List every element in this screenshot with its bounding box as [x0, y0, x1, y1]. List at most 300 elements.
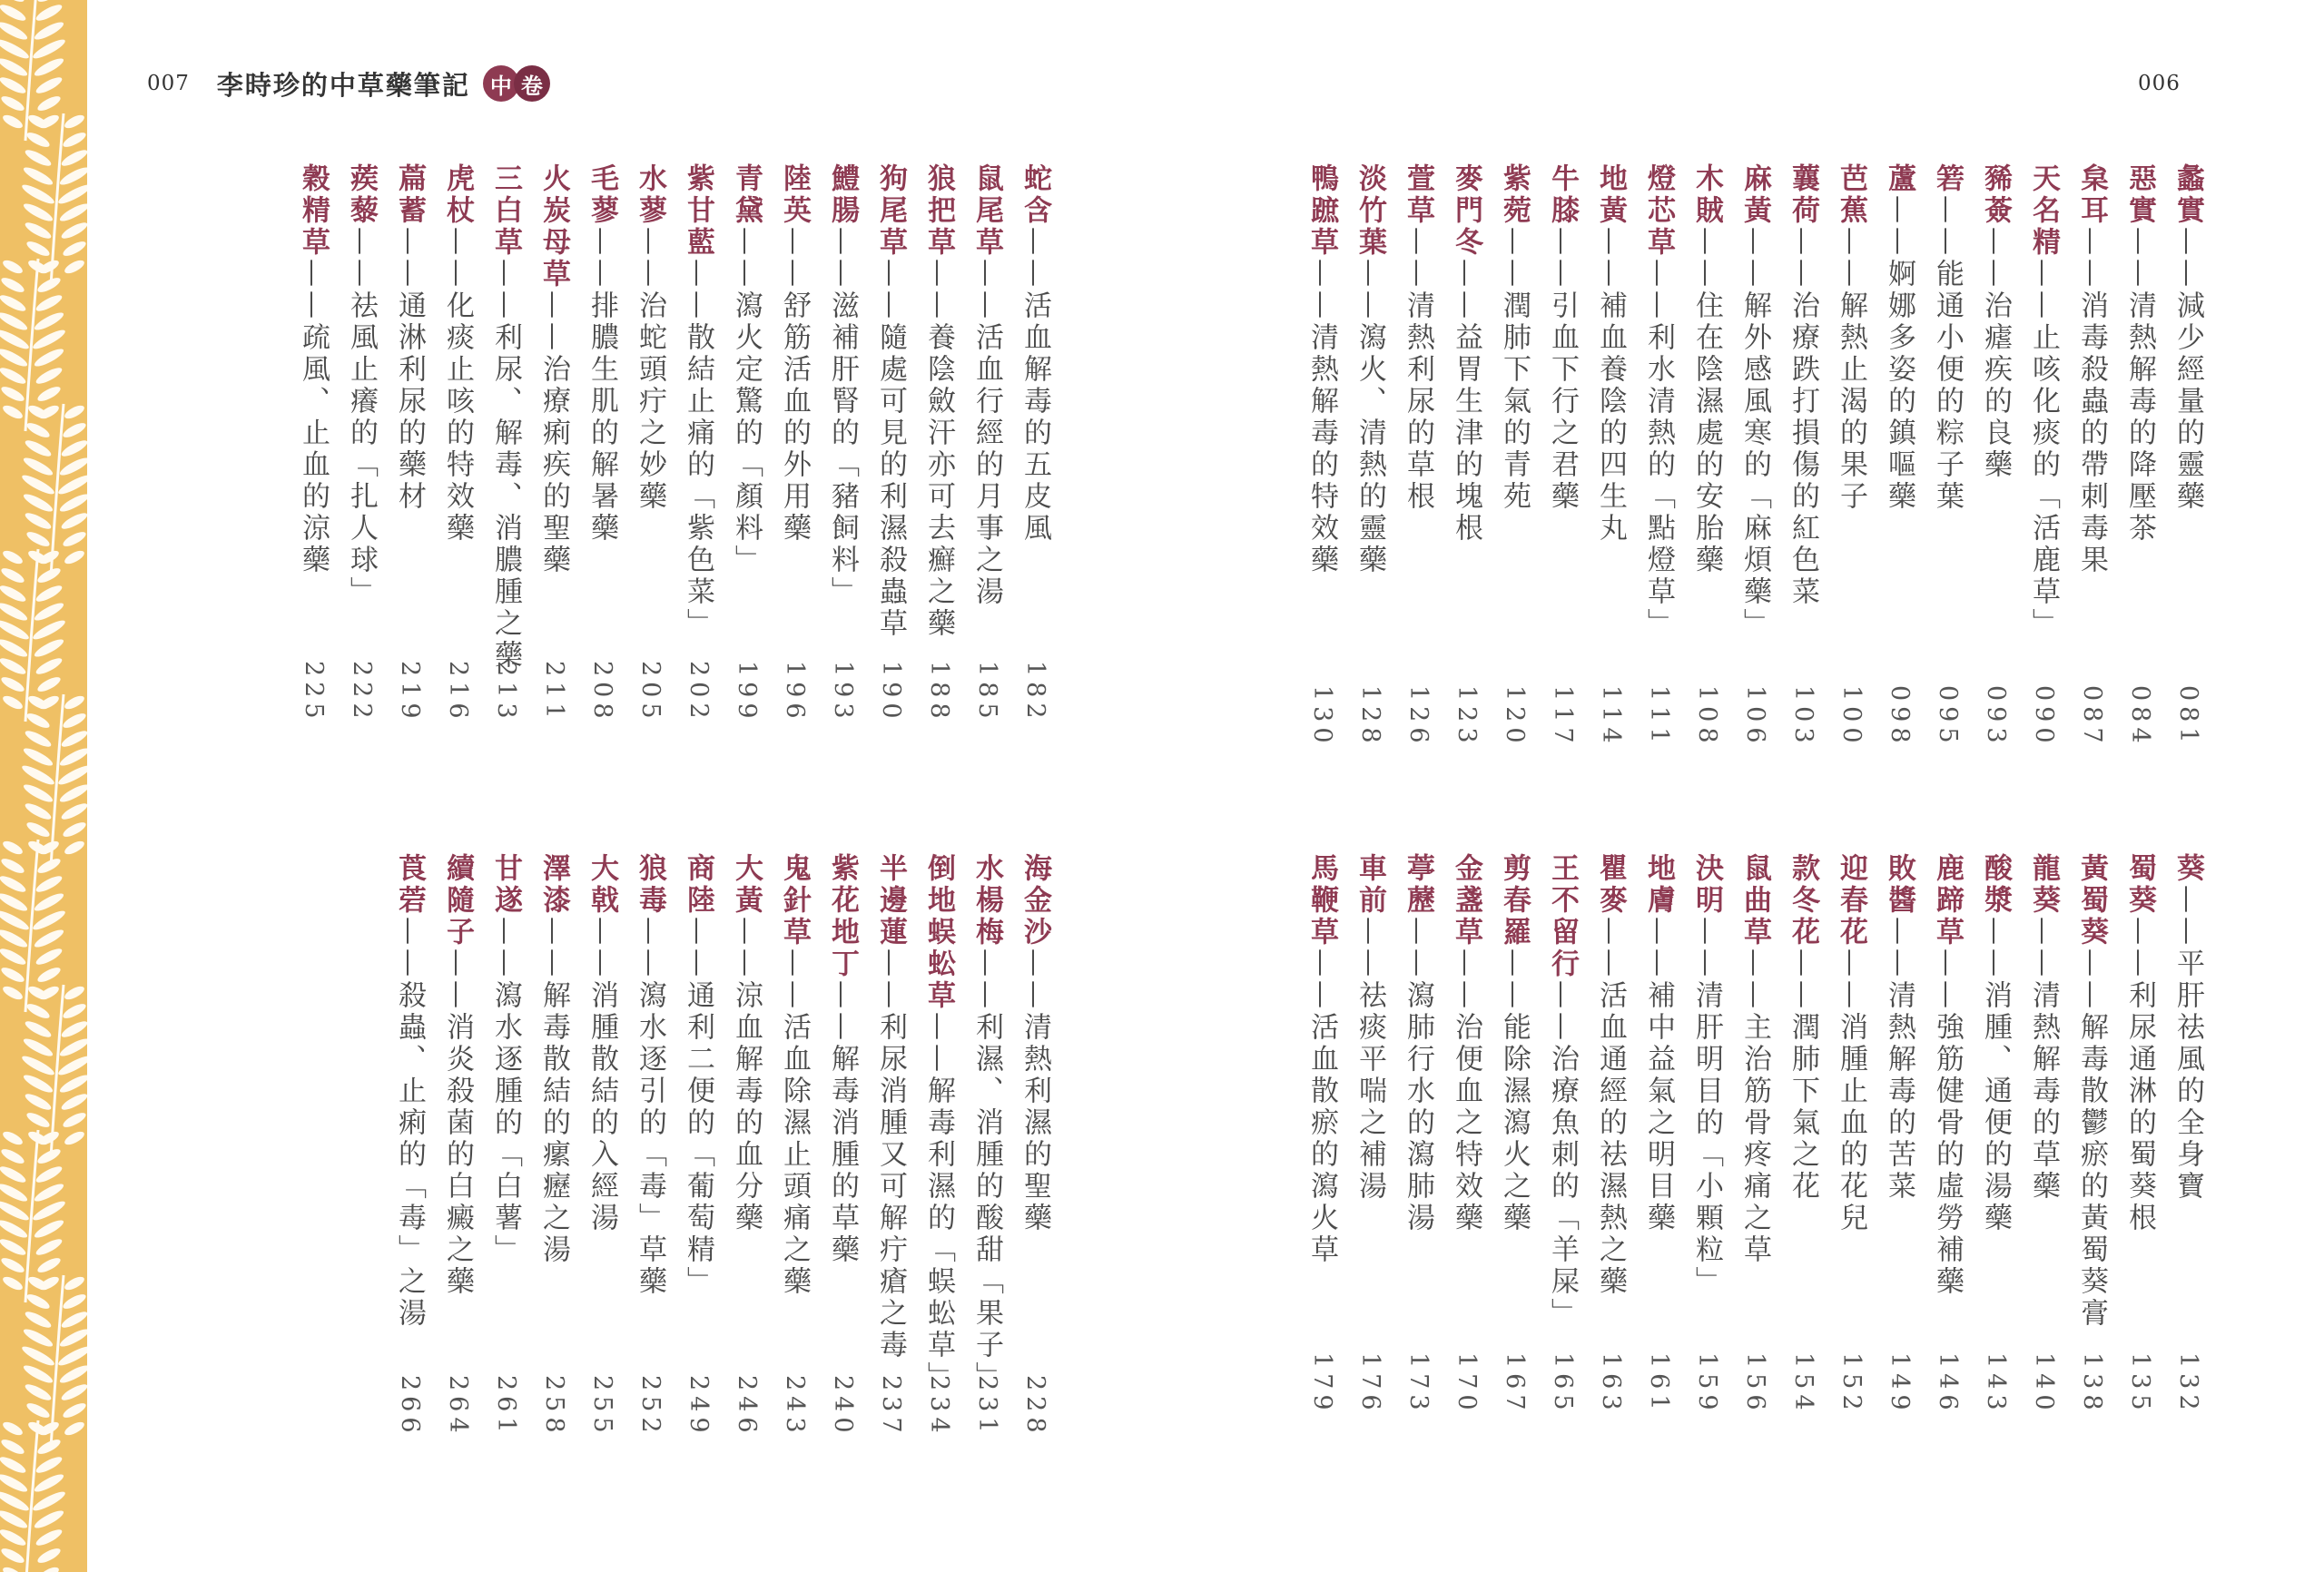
fern-leaflet [63, 258, 86, 276]
dash: —— [1305, 259, 1338, 322]
dash: —— [826, 227, 859, 290]
herb-description: 補中益氣之明目藥 [1642, 980, 1675, 1234]
toc-entry [1929, 853, 1965, 1416]
fern-leaflet [20, 1343, 56, 1369]
toc-entry [2170, 163, 2206, 749]
page-reference: 090 [2030, 685, 2058, 749]
fern-leaflet [0, 1198, 31, 1223]
herb-description: 涼血解毒的血分藥 [730, 980, 763, 1234]
toc-entry [2073, 163, 2110, 749]
fern-leaflet [34, 655, 64, 677]
toc-entry [1017, 163, 1053, 724]
dash: —— [1498, 948, 1531, 1012]
dash: —— [297, 259, 330, 322]
herb-description: 清熱解毒的降壓茶 [2123, 290, 2156, 545]
dash: —— [489, 259, 522, 322]
dash: —— [1402, 917, 1434, 980]
fern-leaflet [31, 1198, 67, 1223]
fern-leaflet [25, 1001, 51, 1021]
fern-leaflet [25, 1400, 51, 1420]
toc-entry [1737, 163, 1773, 749]
fern-leaflet [0, 565, 26, 585]
page-reference: 216 [444, 661, 472, 724]
page-reference: 095 [1934, 685, 1962, 749]
fern-leaflet [33, 636, 65, 660]
fern-leaflet [0, 946, 27, 968]
toc-entry [2073, 853, 2110, 1416]
dash: —— [826, 980, 859, 1044]
page-reference: 202 [684, 661, 713, 724]
toc-entry [921, 853, 957, 1439]
toc-entry [1592, 163, 1629, 749]
herb-description: 潤肺下氣之花 [1787, 1012, 1819, 1203]
dash: —— [586, 917, 618, 980]
herb-name: 大戟 [586, 853, 618, 917]
fern-leaflet [0, 292, 27, 314]
fern-leaflet [58, 491, 87, 515]
fern-leaflet [35, 1255, 62, 1275]
fern-leaflet [60, 1091, 87, 1113]
herb-name: 半邊蓮 [874, 853, 907, 948]
toc-entry [1785, 853, 1821, 1416]
fern-leaflet [20, 182, 56, 207]
herb-description: 利濕、消腫的酸甜「果子」 [970, 1012, 1003, 1393]
fern-leaflet [60, 220, 87, 241]
page-reference: 143 [1982, 1352, 2010, 1416]
fern-leaflet [0, 2, 27, 24]
page-reference: 176 [1356, 1352, 1384, 1416]
fern-leaflet [0, 873, 27, 895]
toc-entry [536, 853, 572, 1439]
herb-description: 瀉水逐腫的「白薯」 [489, 980, 522, 1266]
herb-description: 利尿消腫又可解疔瘡之毒 [874, 1012, 907, 1361]
fern-leaflet [34, 365, 64, 387]
toc-entry [969, 853, 1005, 1439]
fern-leaflet [25, 529, 51, 549]
dash: —— [1787, 227, 1819, 290]
fern-leaflet [25, 1110, 51, 1130]
dash: —— [2123, 917, 2156, 980]
fern-leaflet [1, 839, 25, 857]
fern-leaves-illustration [0, 0, 87, 1572]
page-reference: 132 [2174, 1352, 2202, 1416]
fern-leaflet [33, 346, 65, 369]
herb-name: 黃蜀葵 [2075, 853, 2108, 948]
fern-leaflet [24, 147, 54, 169]
page-reference: 190 [877, 661, 905, 724]
fern-leaflet [25, 820, 51, 840]
fern-leaflet [0, 617, 31, 643]
toc-entry [536, 163, 572, 724]
fern-leaflet [35, 856, 62, 876]
fern-leaflet [1, 984, 25, 1002]
fern-leaflet [34, 2, 64, 24]
fern-leaflet [33, 55, 65, 79]
fern-leaflet [0, 327, 31, 352]
herb-name: 狼毒 [634, 853, 666, 917]
fern-leaflet [1, 258, 25, 276]
herb-description: 能通小便的粽子葉 [1931, 259, 1964, 513]
herb-name: 款冬花 [1787, 853, 1819, 948]
herb-name: 剪春羅 [1498, 853, 1531, 948]
fern-leaflet [35, 674, 62, 694]
fern-leaflet [31, 908, 67, 933]
herb-description: 治蛇頭疔之妙藥 [634, 290, 666, 513]
page-reference: 167 [1501, 1352, 1529, 1416]
page-reference: 098 [1886, 685, 1914, 749]
fern-leaflet [0, 309, 29, 333]
herb-name: 天名精 [2027, 163, 2060, 259]
fern-leaflet [22, 164, 54, 188]
page-reference: 188 [925, 661, 953, 724]
fern-leaflet [63, 984, 86, 1002]
fern-leaflet [33, 890, 65, 914]
herb-description: 潤肺下氣的青苑 [1498, 290, 1531, 513]
fern-leaflet [63, 1420, 86, 1438]
herb-description: 治療痢疾的聖藥 [537, 354, 570, 576]
dash: —— [1498, 227, 1531, 290]
fern-leaflet [58, 1362, 87, 1386]
herb-description: 減少經量的靈藥 [2171, 290, 2204, 513]
fern-leaflet [0, 1217, 29, 1241]
fern-leaflet [1, 403, 25, 421]
toc-entry [1352, 853, 1388, 1416]
herb-description: 清熱解毒的特效藥 [1305, 322, 1338, 576]
fern-leaflet [22, 745, 54, 769]
fern-leaflet [0, 74, 27, 96]
toc-entry [391, 853, 428, 1439]
fern-leaflet [0, 655, 27, 677]
herb-name: 萱草 [1402, 163, 1434, 227]
dash: —— [393, 917, 426, 980]
herb-name: 淡竹葉 [1354, 163, 1386, 259]
page-reference: 222 [348, 661, 376, 724]
dash: —— [1642, 917, 1675, 980]
dash: —— [1450, 948, 1482, 1012]
dash: —— [1931, 195, 1964, 259]
fern-leaflet [58, 201, 87, 224]
fern-leaflet [31, 36, 67, 62]
toc-entry [921, 163, 957, 724]
page-reference: 219 [396, 661, 424, 724]
fern-leaflet [60, 510, 87, 532]
dash: —— [537, 290, 570, 354]
toc-entry [1448, 853, 1484, 1416]
herb-name: 澤漆 [537, 853, 570, 917]
herb-name: 紫菀 [1498, 163, 1531, 227]
herb-description: 通淋利尿的藥材 [393, 290, 426, 513]
toc-entry [1496, 853, 1532, 1416]
dash: —— [441, 227, 474, 290]
dash: —— [1594, 227, 1627, 290]
fern-leaflet [25, 1292, 51, 1312]
herb-description: 清熱解毒的草藥 [2027, 980, 2060, 1203]
dash: —— [682, 259, 714, 322]
toc-entry [1977, 853, 2014, 1416]
page-reference: 185 [973, 661, 1001, 724]
toc-entry [824, 163, 861, 724]
fern-leaflet [35, 1146, 62, 1166]
page-reference: 087 [2078, 685, 2106, 749]
fern-leaflet [61, 1292, 87, 1312]
fern-leaflet [24, 1381, 54, 1403]
fern-leaflet [56, 762, 87, 788]
toc-entry [680, 163, 716, 724]
dash: —— [1402, 227, 1434, 290]
herb-name: 水蓼 [634, 163, 666, 227]
fern-leaflet [56, 1343, 87, 1369]
fern-leaflet [31, 1488, 67, 1514]
fern-leaflet [0, 1437, 26, 1457]
toc-entry [1496, 163, 1532, 749]
herb-name: 蘘荷 [1787, 163, 1819, 227]
toc-entry [632, 163, 668, 724]
page-reference: 252 [636, 1375, 665, 1439]
fern-leaflet [24, 1091, 54, 1113]
herb-name: 鬼針草 [778, 853, 811, 948]
toc-entry [1929, 163, 1965, 749]
herb-description: 活血通經的祛濕熱之藥 [1594, 980, 1627, 1298]
fern-leaflet [25, 239, 51, 259]
fern-leaflet [0, 346, 29, 369]
toc-entry [872, 163, 909, 724]
herb-description: 清肝明目的「小顆粒」 [1690, 980, 1723, 1298]
fern-leaflet [60, 728, 87, 750]
fern-leaflet [35, 965, 62, 985]
fern-leaflet [35, 565, 62, 585]
herb-description: 瀉肺行水的瀉肺湯 [1402, 980, 1434, 1234]
herb-description: 舒筋活血的外用藥 [778, 290, 811, 545]
dash: —— [970, 259, 1003, 322]
page-reference: 199 [733, 661, 761, 724]
fern-leaflet [0, 1146, 26, 1166]
toc-entry [1544, 853, 1581, 1416]
page-reference: 126 [1404, 685, 1433, 749]
fern-leaflet [61, 130, 87, 150]
fern-leaflet [35, 1546, 62, 1566]
fern-leaflet [60, 1309, 87, 1331]
fern-leaflet [1, 1565, 25, 1572]
page-reference: 159 [1693, 1352, 1721, 1416]
fern-leaflet [0, 965, 26, 985]
herb-description: 瀉火定驚的「顏料」 [730, 290, 763, 576]
herb-description: 能除濕瀉火之藥 [1498, 1012, 1531, 1234]
toc-entry [1592, 853, 1629, 1416]
fern-leaflet [34, 583, 64, 604]
book-title: 李時珍的中草藥筆記 [216, 69, 470, 101]
herb-description: 瀉水逐引的「毒」草藥 [634, 980, 666, 1298]
page-reference: 255 [588, 1375, 616, 1439]
dash: —— [1642, 259, 1675, 322]
page-reference: 084 [2126, 685, 2154, 749]
toc-entry [1737, 853, 1773, 1416]
dash: —— [1690, 917, 1723, 980]
fern-leaflet [63, 1129, 86, 1147]
page-reference: 103 [1789, 685, 1817, 749]
fern-leaflet [0, 583, 27, 604]
toc-entry [1448, 163, 1484, 749]
toc-entry [1977, 163, 2014, 749]
herb-name: 牛膝 [1546, 163, 1579, 227]
fern-leaflet [60, 801, 87, 822]
dash: —— [1019, 948, 1051, 1012]
dash: —— [778, 227, 811, 290]
herb-name: 惡實 [2123, 163, 2156, 227]
toc-entry [1689, 163, 1725, 749]
dash: —— [1738, 948, 1771, 1012]
herb-name: 金盞草 [1450, 853, 1482, 948]
toc-entry [776, 853, 812, 1439]
herb-name: 麻黃 [1738, 163, 1771, 227]
herb-description: 解熱止渴的果子 [1835, 290, 1867, 513]
fern-leaflet [0, 0, 26, 5]
page-reference: 149 [1886, 1352, 1914, 1416]
dash: —— [922, 1012, 955, 1076]
page-reference: 138 [2078, 1352, 2106, 1416]
fern-leaflet [22, 455, 54, 478]
dash: —— [2123, 227, 2156, 290]
fern-leaflet [34, 1527, 64, 1548]
herb-name: 葶藶 [1402, 853, 1434, 917]
toc-entry [872, 853, 909, 1439]
page-reference: 081 [2174, 685, 2202, 749]
herb-description: 清熱利濕的聖藥 [1019, 1012, 1051, 1234]
toc-entry [1400, 163, 1436, 749]
toc-entry [1881, 853, 1917, 1416]
fern-leaflet [33, 1217, 65, 1241]
herb-description: 活血解毒的五皮風 [1019, 290, 1051, 545]
page-reference: 264 [444, 1375, 472, 1439]
dash: —— [1979, 917, 2012, 980]
toc-entry [1017, 853, 1053, 1439]
fern-leaflet [0, 856, 26, 876]
fern-leaflet [1, 1129, 25, 1147]
toc-entry [1544, 163, 1581, 749]
herb-description: 消炎殺菌的白癜之藥 [441, 1012, 474, 1298]
herb-description: 化痰止咳的特效藥 [441, 290, 474, 545]
fern-leaflet [0, 1488, 31, 1514]
herb-name: 決明 [1690, 853, 1723, 917]
herb-name: 龍葵 [2027, 853, 2060, 917]
herb-description: 疏風、止血的涼藥 [297, 322, 330, 576]
fern-leaflet [22, 1036, 54, 1059]
dash: —— [730, 917, 763, 980]
herb-description: 活血散瘀的瀉火草 [1305, 1012, 1338, 1266]
fern-leaflet [61, 1110, 87, 1130]
fern-leaflet [24, 437, 54, 459]
left-page-header [147, 64, 550, 103]
dash: —— [1354, 917, 1386, 980]
fern-leaflet [61, 529, 87, 549]
fern-leaflet [34, 1454, 64, 1476]
fern-leaflet [34, 946, 64, 968]
fern-leaflet [22, 201, 54, 224]
herb-description: 止咳化痰的「活鹿草」 [2027, 322, 2060, 640]
fern-leaflet [60, 147, 87, 169]
fern-stem [25, 1420, 38, 1572]
toc-entry [2122, 163, 2158, 749]
herb-description: 消毒殺蟲的帶刺毒果 [2075, 290, 2108, 576]
herb-name: 木賊 [1690, 163, 1723, 227]
herb-description: 主治筋骨疼痛之草 [1738, 1012, 1771, 1266]
fern-leaflet [24, 801, 54, 822]
fern-leaflet [24, 220, 54, 241]
herb-name: 鼠曲草 [1738, 853, 1771, 948]
toc-entry [584, 853, 620, 1439]
fern-leaflet [31, 327, 67, 352]
herb-name: 車前 [1354, 853, 1386, 917]
herb-description: 婀娜多姿的鎮嘔藥 [1883, 259, 1915, 513]
herb-name: 水楊梅 [970, 853, 1003, 948]
toc-entry [439, 853, 476, 1439]
dash: —— [1931, 948, 1964, 1012]
fern-leaflet [0, 36, 31, 62]
toc-entry [776, 163, 812, 724]
left-page-number: 007 [147, 72, 190, 95]
fern-leaflet [0, 55, 29, 79]
dash: —— [2027, 259, 2060, 322]
fern-leaflet [58, 1036, 87, 1059]
herb-name: 地黃 [1594, 163, 1627, 227]
herb-description: 解毒散鬱瘀的黃蜀葵膏 [2075, 1012, 2108, 1330]
fern-leaflet [35, 0, 62, 5]
fern-leaflet [22, 781, 54, 805]
herb-name: 鴨蹠草 [1305, 163, 1338, 259]
herb-description: 通利二便的「葡萄精」 [682, 980, 714, 1298]
herb-name: 萹蓄 [393, 163, 426, 227]
herb-description: 祛痰平喘之補湯 [1354, 980, 1386, 1203]
page-reference: 243 [781, 1375, 809, 1439]
fern-leaflet [25, 711, 51, 731]
toc-entry [1833, 853, 1869, 1416]
fern-leaflet [0, 890, 29, 914]
herb-description: 殺蟲、止痢的「毒」之湯 [393, 980, 426, 1330]
dash: —— [586, 227, 618, 290]
herb-description: 排膿生肌的解暑藥 [586, 290, 618, 545]
page-reference: 173 [1404, 1352, 1433, 1416]
page-reference: 111 [1645, 685, 1673, 749]
fern-leaflet [0, 1236, 27, 1258]
herb-description: 補血養陰的四生丸 [1594, 290, 1627, 545]
dash: —— [2075, 227, 2108, 290]
fern-decoration [0, 0, 87, 1572]
fern-leaflet [22, 1362, 54, 1386]
fern-leaflet [24, 1309, 54, 1331]
fern-leaflet [58, 1072, 87, 1095]
dash: —— [1883, 195, 1915, 259]
fern-leaflet [60, 1018, 87, 1040]
dash: —— [2075, 948, 2108, 1012]
herb-name: 蛇含 [1019, 163, 1051, 227]
dash: —— [634, 917, 666, 980]
herb-name: 倒地蜈蚣草 [922, 853, 955, 1012]
toc-entry [1689, 853, 1725, 1416]
fern-leaflet [33, 1471, 65, 1495]
fern-leaflet [34, 292, 64, 314]
herb-description: 隨處可見的利濕殺蟲草 [874, 322, 907, 640]
fern-leaflet [0, 1471, 29, 1495]
herb-name: 枲耳 [2075, 163, 2108, 227]
page-reference: 234 [925, 1375, 953, 1439]
fern-leaflet [63, 113, 86, 131]
fern-leaflet [0, 1454, 27, 1476]
page-reference: 261 [492, 1375, 520, 1439]
page-reference: 179 [1308, 1352, 1336, 1416]
page-reference: 100 [1837, 685, 1866, 749]
fern-leaflet [37, 1565, 61, 1572]
page-reference: 117 [1549, 685, 1577, 749]
fern-leaflet [22, 1072, 54, 1095]
